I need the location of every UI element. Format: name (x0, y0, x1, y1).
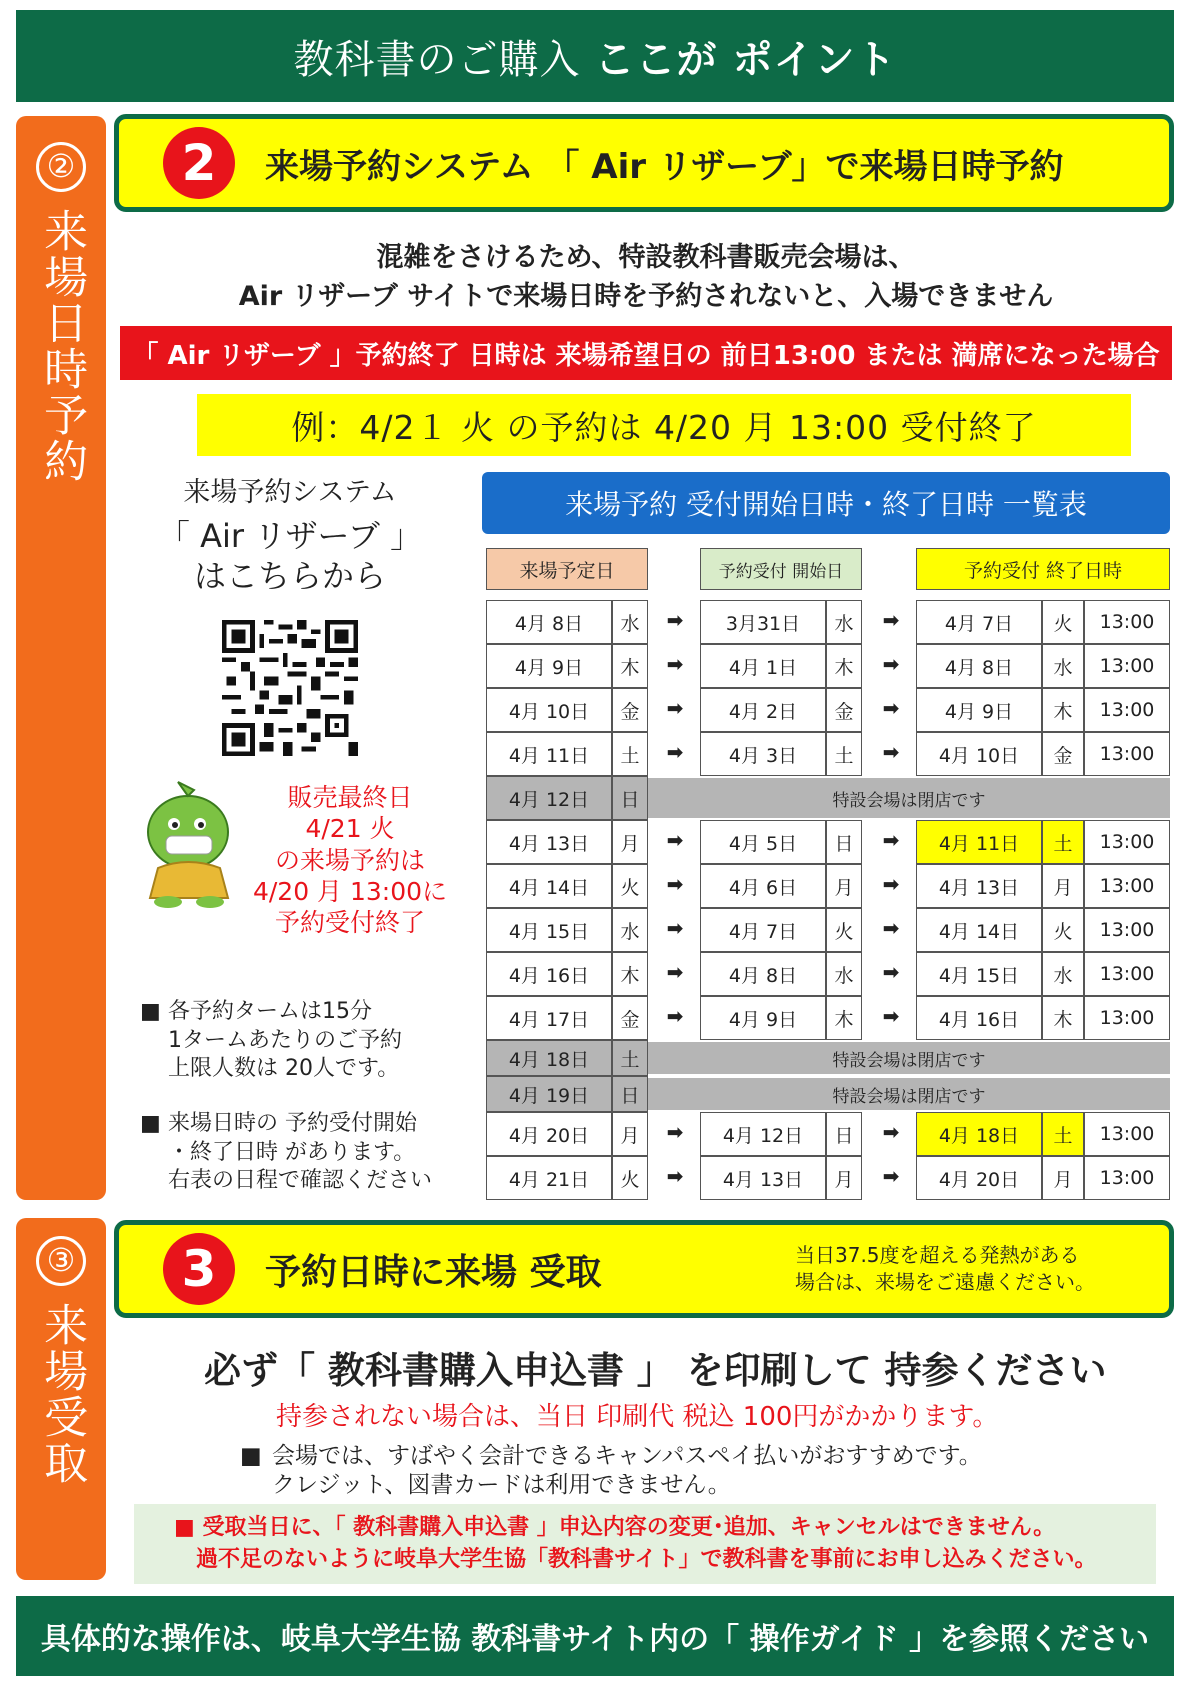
end-weekday-cell: 木 (1042, 688, 1084, 732)
visit-date-cell: 4月 18日 (486, 1040, 612, 1076)
visit-weekday-cell: 木 (612, 644, 648, 688)
qr-code[interactable] (222, 620, 358, 756)
end-time-cell: 13:00 (1084, 952, 1170, 996)
arrow-icon: ➡ (666, 696, 684, 720)
end-time-cell: 13:00 (1084, 864, 1170, 908)
table-title: 来場予約 受付開始日時・終了日時 一覧表 (482, 472, 1170, 534)
start-date-cell: 4月 3日 (700, 732, 826, 776)
arrow-icon: ➡ (882, 1164, 900, 1188)
section3-number-badge: 3 (163, 1233, 235, 1305)
col-header-visit: 来場予定日 (486, 548, 648, 590)
print-notice: 必ず「 教科書購入申込書 」 を印刷して 持参ください (204, 1349, 1107, 1392)
air-reserve-link[interactable] (130, 516, 450, 596)
visit-weekday-cell: 金 (612, 996, 648, 1040)
arrow-icon: ➡ (666, 916, 684, 940)
section2-intro (120, 238, 1172, 316)
start-date-cell: 4月 13日 (700, 1156, 826, 1200)
bullet-term (140, 998, 470, 1084)
end-date-cell: 4月 15日 (916, 952, 1042, 996)
bullet-square-icon: ■ (240, 1443, 262, 1469)
end-time-cell: 13:00 (1084, 1156, 1170, 1200)
visit-date-cell: 4月 9日 (486, 644, 612, 688)
warning-line: 過不足のないように岐阜大学生協「教科書サイト」で教科書を事前にお申し込みください。 (196, 1547, 1097, 1572)
end-time-cell: 13:00 (1084, 644, 1170, 688)
arrow-icon: ➡ (666, 828, 684, 852)
start-weekday-cell: 火 (826, 908, 862, 952)
section3-side-tab (16, 1218, 106, 1580)
end-date-cell: 4月 7日 (916, 600, 1042, 644)
link-line-2[interactable]: はこちらから (193, 557, 386, 595)
visit-date-cell: 4月 12日 (486, 776, 612, 820)
mascot-note-line: 4/20 月 13:00に (252, 876, 448, 906)
start-weekday-cell: 水 (826, 600, 862, 644)
arrow-icon: ➡ (882, 652, 900, 676)
visit-weekday-cell: 木 (612, 952, 648, 996)
end-date-cell: 4月 16日 (916, 996, 1042, 1040)
arrow-icon: ➡ (666, 608, 684, 632)
end-weekday-cell: 火 (1042, 908, 1084, 952)
visit-weekday-cell: 日 (612, 1076, 648, 1112)
end-date-cell: 4月 18日 (916, 1112, 1042, 1156)
bullet2-line: 右表の日程で確認ください (168, 1168, 433, 1194)
visit-weekday-cell: 土 (612, 1040, 648, 1076)
section3-title-box (114, 1220, 1174, 1318)
visit-weekday-cell: 水 (612, 600, 648, 644)
start-date-cell: 4月 2日 (700, 688, 826, 732)
visit-date-cell: 4月 21日 (486, 1156, 612, 1200)
end-weekday-cell: 月 (1042, 864, 1084, 908)
visit-date-cell: 4月 10日 (486, 688, 612, 732)
visit-date-cell: 4月 14日 (486, 864, 612, 908)
intro-line-2: Air リザーブ サイトで来場日時を予約されないと、入場できません (238, 281, 1054, 313)
bullet1-line: 上限人数は 20人です。 (168, 1056, 400, 1082)
start-date-cell: 4月 12日 (700, 1112, 826, 1156)
title-bold: ここが ポイント (594, 36, 897, 83)
mascot-note-line: 予約受付終了 (274, 908, 425, 937)
mascot-note-line: の来場予約は (274, 845, 425, 875)
section2-title-box (114, 114, 1174, 212)
end-weekday-cell: 土 (1042, 1112, 1084, 1156)
arrow-icon: ➡ (882, 916, 900, 940)
payment-line: 会場では、すばやく会計できるキャンパスペイ払いがおすすめです。 (272, 1443, 982, 1469)
visit-weekday-cell: 月 (612, 1112, 648, 1156)
section2-side-number: ② (36, 142, 86, 192)
start-weekday-cell: 水 (826, 952, 862, 996)
end-time-cell: 13:00 (1084, 732, 1170, 776)
arrow-icon: ➡ (882, 740, 900, 764)
start-date-cell: 4月 6日 (700, 864, 826, 908)
visit-weekday-cell: 土 (612, 732, 648, 776)
end-time-cell: 13:00 (1084, 996, 1170, 1040)
section3-title: 予約日時に来場 受取 (265, 1251, 602, 1293)
payment-line: クレジット、図書カードは利用できません。 (272, 1471, 731, 1498)
fee-notice: 持参されない場合は、当日 印刷代 税込 100円がかかります。 (276, 1402, 999, 1432)
section2-side-tab (16, 116, 106, 1200)
visit-weekday-cell: 水 (612, 908, 648, 952)
start-weekday-cell: 月 (826, 864, 862, 908)
col-header-end: 予約受付 終了日時 (916, 548, 1170, 590)
fever-note (795, 1242, 1095, 1296)
arrow-icon: ➡ (882, 960, 900, 984)
section2-title: 来場予約システム 「 Air リザーブ」で来場日時予約 (265, 146, 1064, 187)
start-date-cell: 4月 8日 (700, 952, 826, 996)
start-date-cell: 4月 5日 (700, 820, 826, 864)
end-date-cell: 4月 13日 (916, 864, 1042, 908)
section3-side-label: 来場受取 (36, 1302, 88, 1486)
visit-weekday-cell: 火 (612, 1156, 648, 1200)
bullet1-line: 1タームあたりのご予約 (168, 1027, 402, 1053)
visit-date-cell: 4月 16日 (486, 952, 612, 996)
visit-date-cell: 4月 19日 (486, 1076, 612, 1112)
end-date-cell: 4月 11日 (916, 820, 1042, 864)
bullet-square-icon: ■ (140, 1111, 161, 1136)
bullet2-line: ・終了日時 があります。 (168, 1139, 416, 1165)
visit-date-cell: 4月 8日 (486, 600, 612, 644)
section3-side-number: ③ (36, 1236, 86, 1286)
end-weekday-cell: 水 (1042, 644, 1084, 688)
fever-note-line: 当日37.5度を超える発熱がある (795, 1243, 1080, 1267)
fever-note-line: 場合は、来場をご遠慮ください。 (795, 1270, 1095, 1294)
system-label: 来場予約システム (183, 477, 397, 508)
arrow-icon: ➡ (666, 872, 684, 896)
change-warning (134, 1504, 1156, 1584)
closed-notice: 特設会場は閉店です (648, 1042, 1170, 1074)
end-date-cell: 4月 8日 (916, 644, 1042, 688)
section2-number-badge: 2 (163, 127, 235, 199)
bullet-schedule (140, 1110, 470, 1196)
visit-weekday-cell: 日 (612, 776, 648, 820)
visit-date-cell: 4月 11日 (486, 732, 612, 776)
payment-note (240, 1442, 1170, 1500)
end-weekday-cell: 金 (1042, 732, 1084, 776)
arrow-icon: ➡ (882, 1120, 900, 1144)
end-time-cell: 13:00 (1084, 1112, 1170, 1156)
end-weekday-cell: 木 (1042, 996, 1084, 1040)
arrow-icon: ➡ (882, 872, 900, 896)
start-date-cell: 3月31日 (700, 600, 826, 644)
visit-weekday-cell: 月 (612, 820, 648, 864)
visit-date-cell: 4月 17日 (486, 996, 612, 1040)
start-weekday-cell: 月 (826, 1156, 862, 1200)
end-weekday-cell: 月 (1042, 1156, 1084, 1200)
end-time-cell: 13:00 (1084, 600, 1170, 644)
end-date-cell: 4月 14日 (916, 908, 1042, 952)
arrow-icon: ➡ (666, 1004, 684, 1028)
arrow-icon: ➡ (666, 652, 684, 676)
end-time-cell: 13:00 (1084, 688, 1170, 732)
start-weekday-cell: 金 (826, 688, 862, 732)
end-weekday-cell: 水 (1042, 952, 1084, 996)
visit-date-cell: 4月 20日 (486, 1112, 612, 1156)
bullet1-line: 各予約タームは15分 (168, 999, 372, 1024)
visit-weekday-cell: 金 (612, 688, 648, 732)
title-normal: 教科書のご購入 (293, 36, 581, 83)
mascot-note-line: 販売最終日 (287, 783, 413, 812)
end-date-cell: 4月 9日 (916, 688, 1042, 732)
section2-side-label: 来場日時予約 (36, 208, 88, 484)
start-weekday-cell: 日 (826, 820, 862, 864)
end-time-cell: 13:00 (1084, 908, 1170, 952)
visit-weekday-cell: 火 (612, 864, 648, 908)
visit-date-cell: 4月 15日 (486, 908, 612, 952)
mascot-note-line: 4/21 火 (305, 814, 395, 844)
arrow-icon: ➡ (666, 1120, 684, 1144)
deadline-bar: 「 Air リザーブ 」予約終了 日時は 来場希望日の 前日13:00 または 満席になった場合 (120, 326, 1172, 380)
arrow-icon: ➡ (882, 1004, 900, 1028)
bullet-square-icon: ■ (140, 999, 161, 1024)
arrow-icon: ➡ (882, 696, 900, 720)
arrow-icon: ➡ (666, 960, 684, 984)
footer-banner: 具体的な操作は、岐阜大学生協 教科書サイト内の「 操作ガイド 」を参照ください (16, 1596, 1174, 1676)
start-date-cell: 4月 1日 (700, 644, 826, 688)
arrow-icon: ➡ (882, 828, 900, 852)
arrow-icon: ➡ (666, 1164, 684, 1188)
warning-line: ■ 受取当日に、「 教科書購入申込書 」申込内容の変更･追加、キャンセルはできません。 (174, 1515, 1056, 1541)
start-date-cell: 4月 9日 (700, 996, 826, 1040)
start-weekday-cell: 日 (826, 1112, 862, 1156)
intro-line-1: 混雑をさけるため、特設教科書販売会場は、 (376, 242, 916, 273)
example-bar: 例：4/2１ 火 の予約は 4/20 月 13:00 受付終了 (197, 394, 1131, 456)
closed-notice: 特設会場は閉店です (648, 1078, 1170, 1110)
end-date-cell: 4月 20日 (916, 1156, 1042, 1200)
arrow-icon: ➡ (882, 608, 900, 632)
arrow-icon: ➡ (666, 740, 684, 764)
mascot-note (230, 782, 470, 938)
start-date-cell: 4月 7日 (700, 908, 826, 952)
end-date-cell: 4月 10日 (916, 732, 1042, 776)
end-weekday-cell: 土 (1042, 820, 1084, 864)
end-weekday-cell: 火 (1042, 600, 1084, 644)
page-title-banner (16, 10, 1174, 102)
closed-notice: 特設会場は閉店です (648, 778, 1170, 818)
bullet2-line: 来場日時の 予約受付開始 (168, 1111, 417, 1136)
start-weekday-cell: 土 (826, 732, 862, 776)
start-weekday-cell: 木 (826, 996, 862, 1040)
link-line-1[interactable]: 「 Air リザーブ 」 (157, 517, 423, 555)
visit-date-cell: 4月 13日 (486, 820, 612, 864)
end-time-cell: 13:00 (1084, 820, 1170, 864)
col-header-start: 予約受付 開始日 (700, 548, 862, 590)
start-weekday-cell: 木 (826, 644, 862, 688)
